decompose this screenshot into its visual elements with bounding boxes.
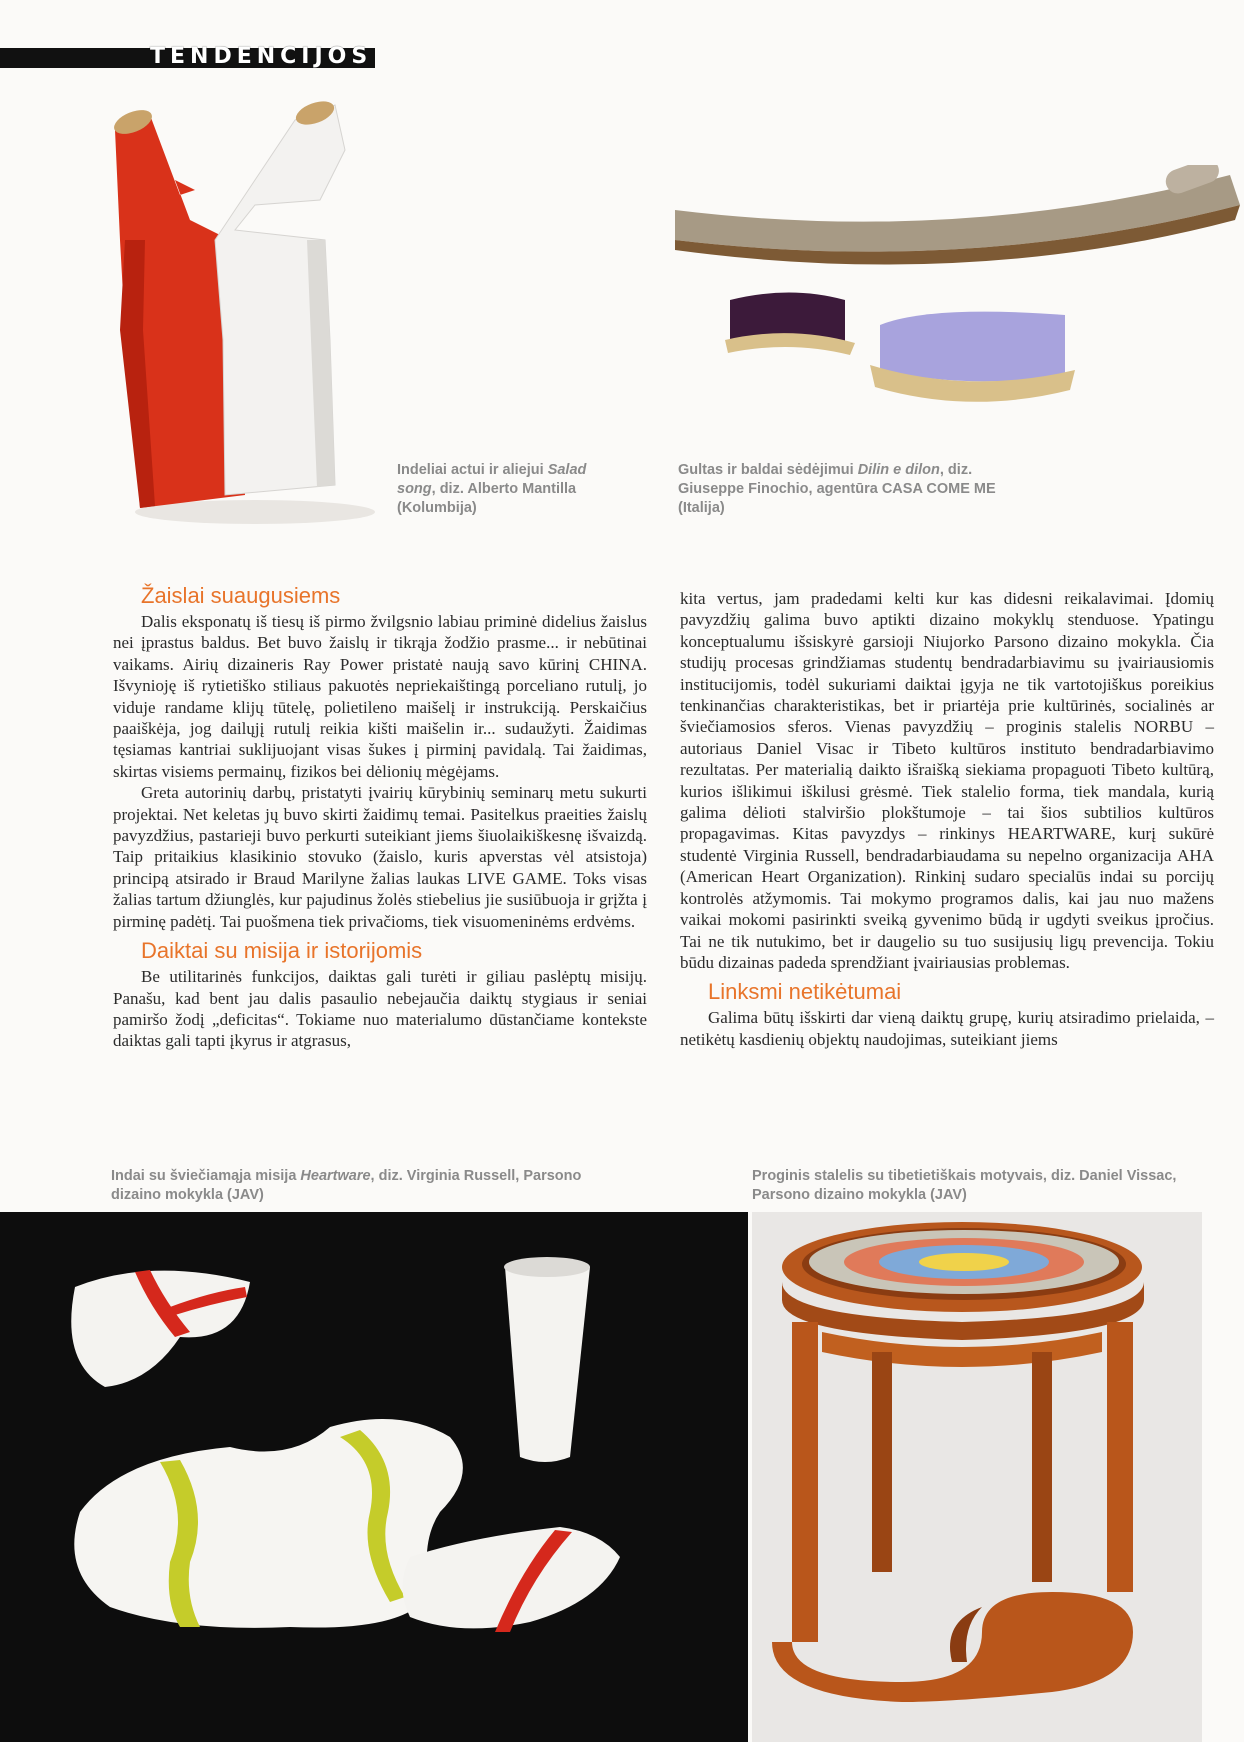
paragraph: kita vertus, jam pradedami kelti kur kas didesni reikalavimai. Įdomių pavyzdžių galima buvo aptikti dizaino mokyklų stenduose. Ypatingu konceptualumu išsiskyrė garsioji Niujorko Parsono dizaino mokykla. Čia studijų procesas grindžiamas studentų bendradarbiavimu su įvairiausiomis institucijomis, todėl sukuriami daiktai įgyja ne tik vartotojiškus poreikius tenkinančias charakteristikas, bet ir priartėja prie kultūrinės, socialinės ar šviečiamosios sferos. Vienas pavyzdžių – proginis stalelis NORBU – autoriaus Daniel Visac ir Tibeto kultūros instituto bendradarbiavimo rezultatas. Per materialią daikto išraišką siekiama propaguoti Tibeto kultūrą, kurios išlikimui iškilusi grėsmė. Tiek stalelio forma, tiek mandala, kurią galima dėlioti stalviršio plokštumoje – tai šios subtilios kultūros propagavimas. Kitas pavyzdys – rinkinys HEARTWARE, kurį sukūrė studentė Virginia Russell, bendradarbiaudama su nepelno organizacija AHA (American Heart Organization). Rinkinį sudaro specialūs indai su porcijų kontrolės atžymomis. Tai mokymo programos dalis, kai jau nuo mažens vaikai mokomi pasirinkti sveiką gyvenimo būdą ir ugdyti sveikus įpročius. Tai ne tik nutukimo, bet ir daugelio su tuo susijusių ligų prevencija. Tokiu būdu dizainas padeda sprendžiant įvairiausias problemas. — [680, 589, 1214, 972]
photo-tibetan-table — [752, 1212, 1202, 1742]
caption-oil-bottles: Indeliai actui ir aliejui Salad song, diz. Alberto Mantilla (Kolumbija) — [397, 462, 587, 516]
caption-tibetan-table: Proginis stalelis su tibetietiškais motyvais, diz. Daniel Vissac, Parsono dizaino mokykla (JAV) — [752, 1168, 1177, 1203]
photo-heartware-dishes — [0, 1212, 748, 1742]
photo-daybed — [670, 165, 1244, 435]
paragraph: Galima būtų išskirti dar vieną daiktų grupę, kurių atsiradimo prielaida, – netikėtų kasdienių objektų naudojimas, suteikiant jiems — [680, 1008, 1214, 1049]
paragraph: Be utilitarinės funkcijos, daiktas gali turėti ir giliau paslėptų misijų. Panašu, kad bent jau dalis pasaulio nebejaučia daiktų stygiaus ir seniai pamiršo žodį „deficitas“. Tokiame nuo materialumo dūstančiame kontekste daiktas gali tapti įkyrus ir atgrasus, — [113, 967, 647, 1051]
caption-daybed: Gultas ir baldai sėdėjimui Dilin e dilon, diz. Giuseppe Finochio, agentūra CASA COME ME (Italija) — [678, 462, 996, 516]
heading-toys-for-adults: Žaislai suaugusiems — [141, 583, 341, 608]
paragraph: Dalis eksponatų iš tiesų iš pirmo žvilgsnio labiau priminė didelius žaislus nei įprastus baldus. Bet buvo žaislų ir tikrąja žodžio prasme... ir nebūtinai vaikams. Airių dizaineris Ray Power pristatė naują savo kūrinį CHINA. Išvynioję iš rytietiško stiliaus pakuotės nepriekaištingą porceliano rutulį, jo viduje randame klijų tūtelę, polietileno maišelį ir instrukciją. Perskaičius paaiškėja, jog dailųjį rutulį reikia kišti maišelin ir... sudaužyti. Žaidimas tęsiamas kantriai suklijuojant visas šukes į pirminį pavidalą. Tai žaidimas, skirtas visiems permainų, fizikos bei dėlionių mėgėjams. — [113, 612, 647, 781]
heading-fun-surprises: Linksmi netikėtumai — [708, 979, 902, 1005]
heading-objects-with-mission: Daiktai su misija ir istorijomis — [141, 938, 423, 964]
caption-heartware-dishes: Indai su šviečiamąja misija Heartware, diz. Virginia Russell, Parsono dizaino mokykla (JAV) — [111, 1168, 582, 1203]
photo-oil-bottles — [95, 90, 395, 530]
article-column-right — [680, 588, 1214, 1050]
article-column-left — [113, 583, 647, 1052]
section-label: TENDENCIJOS — [150, 44, 373, 69]
paragraph: Greta autorinių darbų, pristatyti įvairių kūrybinių seminarų metu sukurti projektai. Net keletas jų buvo skirti žaidimų temai. Pasitelkus praeities žaislų pavyzdžius, pastarieji buvo perkurti suteikiant jiems šiuolaikiškesnę išvaizdą. Taip pritaikius klasikinio stovuko (žaislo, kuris apverstas vėl atsistoja) principą atsirado ir Braud Marilyne žalias laukas LIVE GAME. Toks visas žalias tartum džiunglės, kur pajudinus žolės stiebelius jie susiūbuoja ir grįžta į pirminę padėtį. Tai puošmena tiek privačioms, tiek visuomeninėms erdvėms. — [113, 783, 647, 931]
